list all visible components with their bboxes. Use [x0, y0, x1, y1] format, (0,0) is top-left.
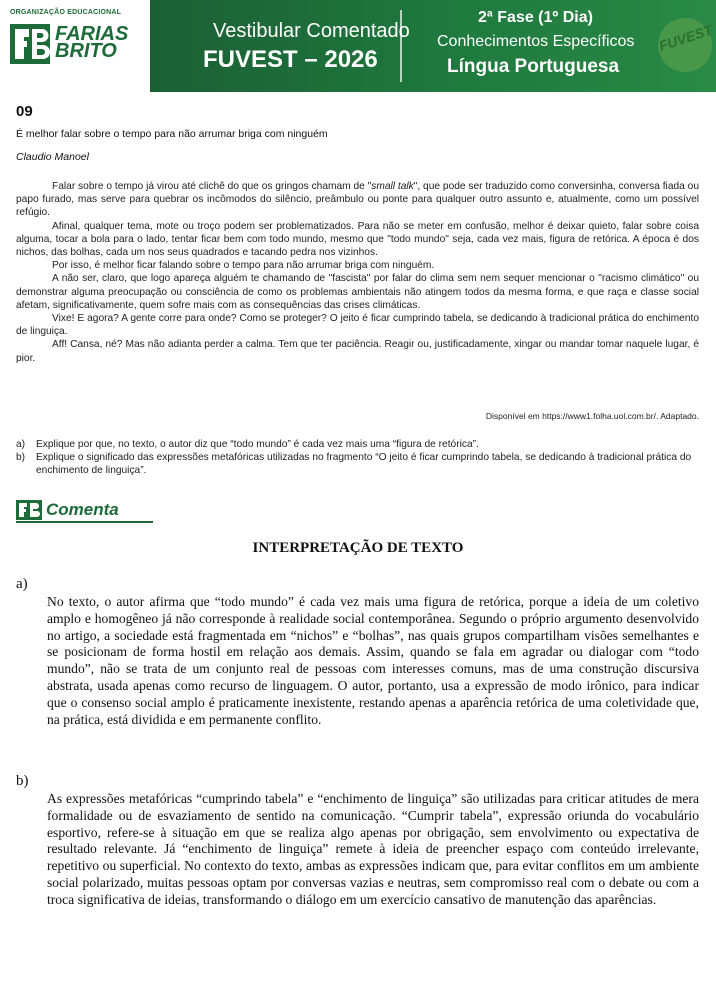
passage-source: Disponível em https://www1.folha.uol.com.br/. Adaptado. — [485, 411, 699, 421]
header-title-small: Vestibular Comentado — [213, 20, 410, 42]
question-title: É melhor falar sobre o tempo para não arrumar briga com ninguém — [16, 128, 328, 140]
passage-paragraph-6: Aff! Cansa, né? Mas não adianta perder a calma. Tem que ter paciência. Reagir ou, justificadamente, xingar ou mandar tomar naquele lugar, é pior. — [16, 339, 699, 364]
question-item-label: a) — [16, 439, 26, 450]
question-item-text: Explique o significado das expressões metafóricas utilizadas no fragmento “O jeito é ficar cumprindo tabela, se dedicando à tradicional prática do enchimento de linguiça”. — [36, 452, 692, 477]
org-label: ORGANIZAÇÃO EDUCACIONAL — [10, 9, 122, 16]
question-author: Claudio Manoel — [16, 151, 89, 163]
brand-line-2: BRITO — [55, 40, 117, 62]
answer-a-text: No texto, o autor afirma que “todo mundo” é cada vez mais uma figura de retórica, porque a ideia de um coletivo amplo e homogêneo já não corresponde à realidade social contemporânea. Segundo o próprio argumento desenvolvido no artigo, a sociedade está fragmentada em “nichos” e “bolhas”, nas quais grupos compartilham visões semelhantes e se posicionam de forma hostil em relação aos demais. Assim, quando se fala em agradar ou dialogar com “todo mundo”, não se trata de um conjunto real de pessoas com interesses comuns, mas de uma construção discursiva abstrata, usada apenas como recurso de linguagem. O autor, portanto, usa a expressão de modo irônico, para indicar que o consenso social amplo é praticamente inexistente, restando apenas a aparência retórica de uma coletividade que, na prática, está dividida e em permanente conflito. — [47, 594, 699, 727]
page-header — [0, 0, 716, 92]
question-number: 09 — [16, 103, 33, 120]
header-phase: 2ª Fase (1º Dia) — [478, 9, 593, 26]
brand-name — [55, 23, 129, 62]
comenta-heading — [16, 500, 156, 522]
question-item-a — [16, 438, 706, 451]
passage-paragraph-3: Por isso, é melhor ficar falando sobre o tempo para não arrumar briga com ninguém. — [52, 260, 435, 272]
answer-title: INTERPRETAÇÃO DE TEXTO — [252, 540, 464, 556]
answer-b-label: b) — [16, 773, 29, 789]
header-section: Conhecimentos Específicos — [437, 33, 635, 50]
question-item-text: Explique por que, no texto, o autor diz que “todo mundo” é cada vez mais uma “figura de retórica”. — [36, 439, 479, 450]
passage-paragraph-5: Vixe! E agora? A gente corre para onde? Como se proteger? O jeito é ficar cumprindo tabela, se dedicando à tradicional prática do enchimento de linguiça. — [16, 313, 699, 338]
header-title-large: FUVEST – 2026 — [203, 46, 378, 73]
passage-paragraph-1: Falar sobre o tempo já virou até clichê do que os gringos chamam de "small talk", que pode ser traduzido como conversinha, conversa fiada ou papo furado, mas serve para quebrar os incômodos do silêncio, preâmbulo ou ponte para qualquer outro assunto e, atualmente, como um possível refúgio. — [16, 181, 699, 219]
answer-a-label: a) — [16, 576, 28, 592]
question-item-b — [16, 451, 706, 477]
answer-b-text: As expressões metafóricas “cumprindo tabela” e “enchimento de linguiça” são utilizadas para criticar atitudes de mera formalidade ou de esvaziamento de sentido na comunicação. “Cumprir tabela”, expressão oriunda do vocabulário esportivo, refere-se à situação em que se realiza algo apenas por obrigação, sem envolvimento ou expectativa de resultado relevante. Já “enchimento de linguiça” remete à ideia de preencher espaço com conteúdo irrelevante, repetitivo ou superficial. No contexto do texto, ambas as expressões indicam que, para evitar conflitos em um ambiente social polarizado, muitas pessoas optam por conversas vazias e neutras, sem compromisso real com o debate ou com a troca significativa de ideias, transformando o diálogo em um exercício cansativo de manutenção das aparências. — [47, 791, 699, 907]
comenta-label: Comenta — [46, 500, 119, 519]
fuvest-badge-icon — [656, 18, 715, 72]
passage-paragraph-4: A não ser, claro, que logo apareça alguém te chamando de "fascista" por falar do clima sem nem sequer mencionar o "racismo climático" ou demonstrar alguma preocupação ou consciência de como os problemas ambientais não atingem todos da mesma forma, e que raça e classe social afetam, significativamente, quem sofre mais com as consequências das crises climáticas. — [16, 273, 699, 311]
comenta-logo-icon — [16, 500, 42, 520]
badge-text: FUVEST — [656, 21, 715, 54]
brand-line-1: FARIAS — [55, 23, 129, 45]
farias-brito-logo-icon — [10, 24, 50, 64]
passage-paragraph-2: Afinal, qualquer tema, mote ou troço podem ser problematizados. Para não se meter em confusão, melhor é deixar quieto, falar sobre coisa alguma, tocar a bola para o lado, tentar ficar bem com todo mundo, mesmo que "todo mundo" seja, cada vez mais, figura de retórica. A época é dos nichos, das bolhas, cada um nos seus quadrados e tacando pedra nos vizinhos. — [16, 220, 699, 259]
header-subject: Língua Portuguesa — [447, 56, 620, 77]
question-items — [16, 438, 706, 478]
question-item-label: b) — [16, 452, 26, 464]
passage-text — [16, 180, 699, 365]
comenta-underline — [16, 521, 153, 523]
